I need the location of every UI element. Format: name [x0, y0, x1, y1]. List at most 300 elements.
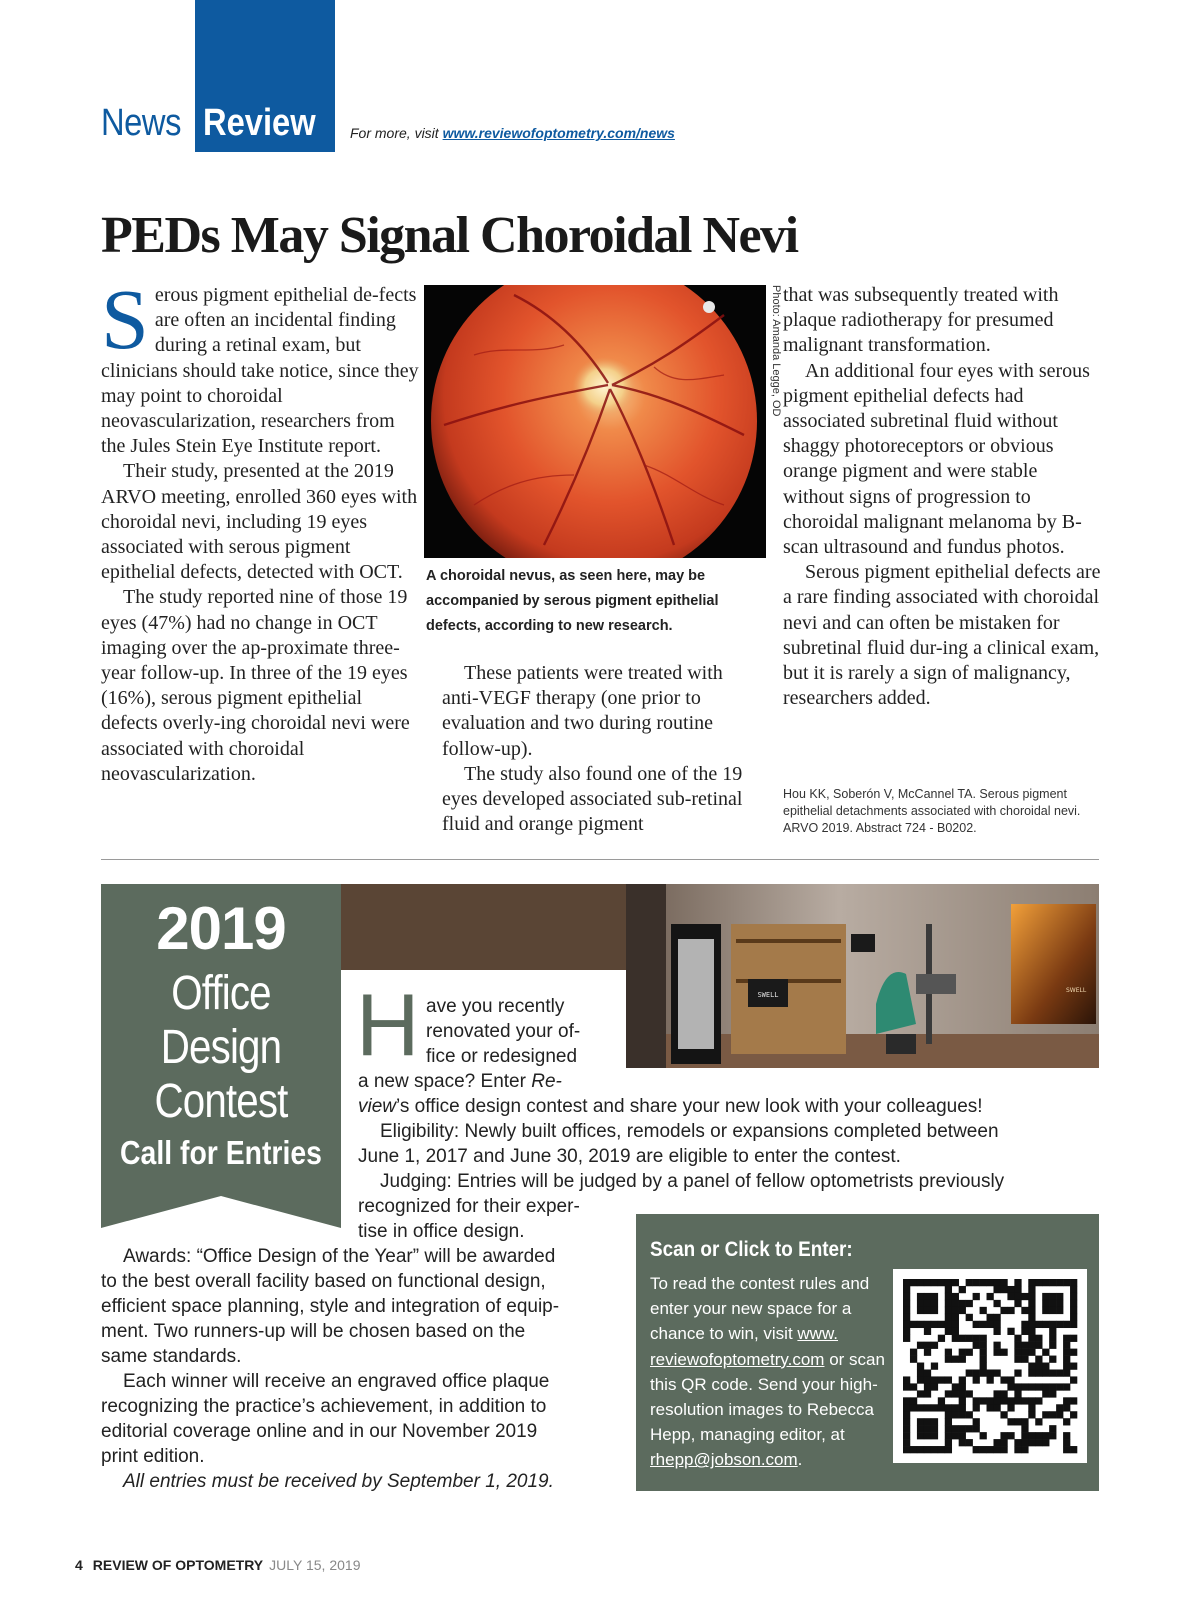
qr-module: [1028, 1411, 1035, 1418]
qr-module: [973, 1425, 980, 1432]
qr-module: [1021, 1321, 1028, 1328]
qr-code-icon: [893, 1269, 1087, 1463]
qr-module: [910, 1446, 917, 1453]
italic-span: Re-: [531, 1071, 562, 1092]
qr-module: [903, 1425, 910, 1432]
qr-module: [1070, 1411, 1077, 1418]
scan-text-line: resolution images to Rebecca: [650, 1400, 874, 1420]
qr-module: [903, 1376, 910, 1383]
qr-module: [945, 1279, 952, 1286]
qr-module: [1042, 1300, 1049, 1307]
qr-module: [1014, 1418, 1021, 1425]
qr-module: [1007, 1418, 1014, 1425]
qr-module: [1063, 1418, 1070, 1425]
qr-module: [1049, 1432, 1056, 1439]
qr-module: [1035, 1356, 1042, 1363]
text-span: chance to win, visit: [650, 1324, 798, 1344]
article-paragraph: that was subsequently treated with plaque radiotherapy for presumed malignant transformation.: [783, 284, 1059, 357]
qr-module: [1028, 1383, 1035, 1390]
qr-module: [931, 1446, 938, 1453]
qr-module: [1035, 1418, 1042, 1425]
qr-module: [931, 1342, 938, 1349]
qr-module: [1028, 1369, 1035, 1376]
article-paragraph: The study also found one of the 19 eyes developed associated sub-retinal fluid and orange pigment: [442, 762, 743, 836]
qr-module: [980, 1397, 987, 1404]
qr-module: [1021, 1432, 1028, 1439]
scan-instructions: [650, 1271, 890, 1473]
qr-module: [966, 1335, 973, 1342]
qr-module: [917, 1418, 924, 1425]
qr-module: [1056, 1321, 1063, 1328]
qr-module: [903, 1383, 910, 1390]
qr-module: [1042, 1369, 1049, 1376]
qr-module: [931, 1363, 938, 1370]
qr-module: [959, 1383, 966, 1390]
qr-module: [1035, 1335, 1042, 1342]
qr-module: [1049, 1390, 1056, 1397]
contest-text-line: June 1, 2017 and June 30, 2019 are eligible to enter the contest.: [358, 1146, 901, 1167]
qr-module: [1056, 1369, 1063, 1376]
qr-module: [910, 1383, 917, 1390]
scan-text-line: [650, 1321, 890, 1346]
qr-module: [973, 1342, 980, 1349]
qr-module: [910, 1349, 917, 1356]
news-link[interactable]: www.reviewofoptometry.com/news: [442, 125, 675, 141]
qr-module: [980, 1279, 987, 1286]
qr-module: [917, 1293, 924, 1300]
qr-module: [1014, 1397, 1021, 1404]
contest-text-line: same standards.: [101, 1346, 242, 1367]
photo-credit: Photo: Amanda Legge, OD: [770, 285, 782, 417]
qr-module: [924, 1383, 931, 1390]
qr-module: [973, 1418, 980, 1425]
qr-module: [903, 1279, 910, 1286]
scan-title: Scan or Click to Enter:: [650, 1238, 853, 1261]
qr-module: [1042, 1307, 1049, 1314]
qr-module: [980, 1342, 987, 1349]
qr-module: [1021, 1356, 1028, 1363]
qr-module: [952, 1411, 959, 1418]
contest-text-line: ave you recently: [426, 996, 565, 1017]
qr-module: [931, 1293, 938, 1300]
contest-text-line: to the best overall facility based on functional design,: [101, 1271, 546, 1292]
contest-title-line: Office: [171, 967, 271, 1020]
qr-module: [993, 1314, 1000, 1321]
qr-module: [924, 1321, 931, 1328]
qr-module: [938, 1335, 945, 1342]
qr-module: [1028, 1279, 1035, 1286]
scan-text-line: [650, 1347, 890, 1372]
article-column-1: [101, 271, 419, 787]
qr-module: [1070, 1397, 1077, 1404]
qr-module: [1007, 1376, 1014, 1383]
qr-module: [1049, 1369, 1056, 1376]
qr-module: [1014, 1390, 1021, 1397]
photo-caption: A choroidal nevus, as seen here, may be accompanied by serous pigment epithelial defects, according to new research.: [426, 568, 719, 634]
qr-module: [959, 1376, 966, 1383]
article-paragraph: An additional four eyes with serous pigment epithelial defects had associated subretinal fluid without shaggy photoreceptors or obvious orange pigment and were stable without signs of progression to choroidal malignant melanoma by B-scan ultrasound and fundus photos.: [783, 359, 1090, 559]
qr-module: [917, 1369, 924, 1376]
qr-module: [1070, 1349, 1077, 1356]
qr-module: [1063, 1432, 1070, 1439]
qr-module: [993, 1446, 1000, 1453]
qr-module: [931, 1321, 938, 1328]
qr-module: [917, 1307, 924, 1314]
qr-module: [1070, 1335, 1077, 1342]
qr-module: [1063, 1335, 1070, 1342]
qr-module: [1028, 1349, 1035, 1356]
qr-module: [1021, 1293, 1028, 1300]
qr-module: [924, 1369, 931, 1376]
qr-module: [959, 1349, 966, 1356]
qr-module: [980, 1349, 987, 1356]
email-link[interactable]: rhepp@jobson.com: [650, 1450, 798, 1470]
accent-bar: [341, 884, 626, 970]
more-info-prefix: For more, visit: [350, 125, 439, 141]
contest-text-line: ment. Two runners-up will be chosen based on the: [101, 1321, 526, 1342]
qr-module: [973, 1397, 980, 1404]
qr-code[interactable]: [893, 1269, 1087, 1463]
qr-module: [910, 1321, 917, 1328]
qr-module: [1042, 1349, 1049, 1356]
qr-module: [945, 1300, 952, 1307]
qr-module: [1056, 1279, 1063, 1286]
qr-module: [1007, 1397, 1014, 1404]
qr-module: [973, 1376, 980, 1383]
qr-module: [980, 1363, 987, 1370]
qr-module: [952, 1328, 959, 1335]
qr-module: [1014, 1356, 1021, 1363]
qr-module: [1056, 1307, 1063, 1314]
qr-module: [1049, 1411, 1056, 1418]
qr-module: [966, 1439, 973, 1446]
website-link-part[interactable]: www.: [797, 1324, 839, 1344]
qr-module: [1049, 1279, 1056, 1286]
qr-module: [1063, 1369, 1070, 1376]
qr-module: [1049, 1328, 1056, 1335]
qr-module: [1063, 1349, 1070, 1356]
qr-module: [917, 1446, 924, 1453]
qr-module: [945, 1411, 952, 1418]
qr-module: [1070, 1293, 1077, 1300]
qr-module: [903, 1293, 910, 1300]
qr-module: [1063, 1404, 1070, 1411]
qr-module: [1042, 1411, 1049, 1418]
qr-module: [987, 1404, 994, 1411]
qr-module: [1007, 1404, 1014, 1411]
article-column-2: [442, 661, 760, 837]
qr-module: [1070, 1446, 1077, 1453]
qr-module: [924, 1390, 931, 1397]
qr-module: [987, 1321, 994, 1328]
qr-module: [931, 1300, 938, 1307]
call-for-entries: Call for Entries: [120, 1134, 322, 1171]
qr-module: [1049, 1307, 1056, 1314]
scan-text-line: enter your new space for a: [650, 1299, 852, 1319]
qr-module: [903, 1286, 910, 1293]
qr-module: [993, 1321, 1000, 1328]
qr-module: [945, 1286, 952, 1293]
qr-module: [1021, 1397, 1028, 1404]
qr-module: [1063, 1356, 1070, 1363]
qr-module: [917, 1279, 924, 1286]
qr-module: [1070, 1307, 1077, 1314]
qr-module: [966, 1425, 973, 1432]
qr-module: [1035, 1397, 1042, 1404]
qr-module: [1028, 1439, 1035, 1446]
publication-name: REVIEW OF OPTOMETRY: [92, 1557, 264, 1573]
qr-module: [1035, 1342, 1042, 1349]
qr-module: [959, 1390, 966, 1397]
qr-module: [1007, 1286, 1014, 1293]
contest-title-line: Contest: [154, 1075, 288, 1128]
qr-module: [1049, 1342, 1056, 1349]
contest-text-line: Awards: “Office Design of the Year” will be awarded: [123, 1246, 556, 1267]
fundus-image: [424, 285, 766, 558]
qr-module: [1000, 1397, 1007, 1404]
qr-module: [945, 1307, 952, 1314]
qr-module: [917, 1390, 924, 1397]
qr-module: [938, 1404, 945, 1411]
qr-module: [1042, 1390, 1049, 1397]
page-number: 4: [75, 1557, 83, 1573]
qr-module: [952, 1335, 959, 1342]
qr-module: [1028, 1397, 1035, 1404]
qr-module: [959, 1411, 966, 1418]
qr-module: [938, 1397, 945, 1404]
qr-module: [959, 1397, 966, 1404]
qr-module: [973, 1369, 980, 1376]
more-info-line: [350, 125, 675, 141]
qr-module: [1000, 1411, 1007, 1418]
text-span: .: [797, 1450, 803, 1470]
qr-module: [945, 1314, 952, 1321]
qr-module: [931, 1307, 938, 1314]
section-title-review: Review: [203, 102, 316, 144]
qr-module: [980, 1432, 987, 1439]
qr-module: [903, 1411, 910, 1418]
qr-module: [1028, 1328, 1035, 1335]
qr-module: [952, 1279, 959, 1286]
qr-module: [931, 1418, 938, 1425]
drop-cap: S: [101, 271, 149, 367]
qr-module: [1056, 1404, 1063, 1411]
qr-module: [903, 1404, 910, 1411]
section-divider: [101, 859, 1099, 860]
qr-module: [952, 1432, 959, 1439]
qr-module: [931, 1425, 938, 1432]
qr-module: [1042, 1279, 1049, 1286]
qr-module: [1014, 1349, 1021, 1356]
qr-module: [910, 1279, 917, 1286]
qr-module: [993, 1328, 1000, 1335]
qr-module: [924, 1349, 931, 1356]
qr-module: [945, 1293, 952, 1300]
qr-module: [1049, 1335, 1056, 1342]
qr-module: [1014, 1446, 1021, 1453]
qr-module: [952, 1390, 959, 1397]
qr-module: [1035, 1363, 1042, 1370]
qr-module: [980, 1321, 987, 1328]
qr-module: [903, 1307, 910, 1314]
qr-module: [1056, 1300, 1063, 1307]
qr-module: [973, 1279, 980, 1286]
qr-module: [993, 1349, 1000, 1356]
qr-module: [945, 1321, 952, 1328]
qr-module: [1000, 1439, 1007, 1446]
qr-module: [1035, 1383, 1042, 1390]
qr-module: [917, 1432, 924, 1439]
website-link[interactable]: reviewofoptometry.com: [650, 1349, 825, 1369]
qr-module: [910, 1397, 917, 1404]
article-paragraph: Their study, presented at the 2019 ARVO meeting, enrolled 360 eyes with choroidal nevi, including 19 eyes associated with serous pigment epithelial defects, detected with OCT.: [101, 460, 418, 584]
qr-module: [987, 1376, 994, 1383]
contest-text-line: recognized for their exper-: [358, 1196, 580, 1217]
qr-module: [1063, 1279, 1070, 1286]
qr-module: [959, 1439, 966, 1446]
qr-module: [1042, 1293, 1049, 1300]
qr-module: [1000, 1432, 1007, 1439]
qr-module: [1007, 1328, 1014, 1335]
qr-module: [1042, 1383, 1049, 1390]
fundus-photo: [424, 285, 766, 558]
article-paragraph: Serous pigment epithelial defects are a rare finding associated with choroidal nevi and can often be mistaken for subretinal fluid dur-ing a clinical exam, but it is rarely a sign of malignancy, researchers added.: [783, 561, 1101, 710]
qr-module: [966, 1369, 973, 1376]
qr-module: [973, 1335, 980, 1342]
qr-module: [924, 1300, 931, 1307]
qr-module: [1021, 1418, 1028, 1425]
qr-module: [993, 1390, 1000, 1397]
qr-module: [1070, 1321, 1077, 1328]
qr-module: [924, 1425, 931, 1432]
qr-module: [931, 1279, 938, 1286]
qr-module: [980, 1446, 987, 1453]
qr-module: [952, 1293, 959, 1300]
qr-module: [1056, 1383, 1063, 1390]
contest-year: 2019: [156, 895, 286, 962]
qr-module: [945, 1328, 952, 1335]
qr-module: [1000, 1390, 1007, 1397]
contest-text-line: fice or redesigned: [426, 1046, 578, 1067]
qr-module: [945, 1356, 952, 1363]
qr-module: [924, 1342, 931, 1349]
qr-module: [952, 1321, 959, 1328]
office-photo: [626, 884, 1099, 1068]
qr-module: [1070, 1314, 1077, 1321]
qr-module: [903, 1321, 910, 1328]
contest-text-line: [358, 1094, 983, 1119]
qr-module: [945, 1376, 952, 1383]
qr-module: [917, 1363, 924, 1370]
qr-module: [1056, 1293, 1063, 1300]
qr-module: [1000, 1307, 1007, 1314]
qr-module: [945, 1432, 952, 1439]
qr-module: [959, 1335, 966, 1342]
qr-module: [980, 1335, 987, 1342]
contest-text-line: tise in office design.: [358, 1221, 525, 1242]
contest-text-line: [358, 1069, 562, 1094]
qr-module: [1063, 1321, 1070, 1328]
qr-module: [1021, 1328, 1028, 1335]
qr-module: [980, 1356, 987, 1363]
qr-module: [938, 1279, 945, 1286]
qr-module: [959, 1356, 966, 1363]
qr-module: [903, 1439, 910, 1446]
qr-module: [917, 1300, 924, 1307]
qr-module: [973, 1321, 980, 1328]
qr-module: [966, 1279, 973, 1286]
qr-module: [1028, 1432, 1035, 1439]
qr-module: [1028, 1293, 1035, 1300]
qr-module: [1000, 1286, 1007, 1293]
text-span: ’s office design contest and share your new look with your colleagues!: [396, 1096, 983, 1117]
contest-drop-cap: H: [356, 975, 420, 1074]
qr-module: [1007, 1307, 1014, 1314]
qr-module: [1070, 1300, 1077, 1307]
qr-module: [1028, 1342, 1035, 1349]
qr-module: [1070, 1286, 1077, 1293]
contest-title-line: Design: [160, 1021, 282, 1074]
qr-module: [903, 1328, 910, 1335]
qr-module: [993, 1286, 1000, 1293]
qr-module: [931, 1432, 938, 1439]
qr-module: [993, 1342, 1000, 1349]
qr-module: [952, 1307, 959, 1314]
qr-module: [903, 1335, 910, 1342]
qr-module: [938, 1446, 945, 1453]
qr-module: [1042, 1363, 1049, 1370]
qr-module: [993, 1300, 1000, 1307]
qr-module: [1028, 1286, 1035, 1293]
qr-module: [903, 1314, 910, 1321]
qr-module: [987, 1369, 994, 1376]
qr-module: [993, 1279, 1000, 1286]
qr-module: [1049, 1321, 1056, 1328]
qr-module: [931, 1376, 938, 1383]
qr-module: [917, 1342, 924, 1349]
contest-text-line: Eligibility: Newly built offices, remodels or expansions completed between: [380, 1121, 999, 1142]
qr-module: [987, 1293, 994, 1300]
qr-module: [973, 1446, 980, 1453]
qr-module: [1014, 1342, 1021, 1349]
qr-module: [917, 1425, 924, 1432]
qr-module: [993, 1439, 1000, 1446]
text-span: or scan: [824, 1349, 885, 1369]
qr-module: [924, 1293, 931, 1300]
qr-module: [1035, 1279, 1042, 1286]
qr-module: [924, 1404, 931, 1411]
qr-module: [959, 1404, 966, 1411]
section-title-news: News: [101, 102, 182, 144]
office-art-sign-text: SWELL: [1066, 987, 1087, 994]
qr-module: [917, 1321, 924, 1328]
qr-module: [952, 1300, 959, 1307]
qr-module: [1021, 1425, 1028, 1432]
qr-module: [938, 1321, 945, 1328]
qr-module: [1021, 1349, 1028, 1356]
qr-module: [1028, 1321, 1035, 1328]
qr-module: [1070, 1376, 1077, 1383]
qr-module: [973, 1404, 980, 1411]
qr-module: [924, 1279, 931, 1286]
qr-module: [1014, 1335, 1021, 1342]
qr-module: [1042, 1439, 1049, 1446]
contest-text-line: Judging: Entries will be judged by a panel of fellow optometrists previously: [380, 1171, 1005, 1192]
qr-module: [1042, 1321, 1049, 1328]
qr-module: [924, 1328, 931, 1335]
qr-module: [966, 1349, 973, 1356]
qr-module: [1042, 1432, 1049, 1439]
